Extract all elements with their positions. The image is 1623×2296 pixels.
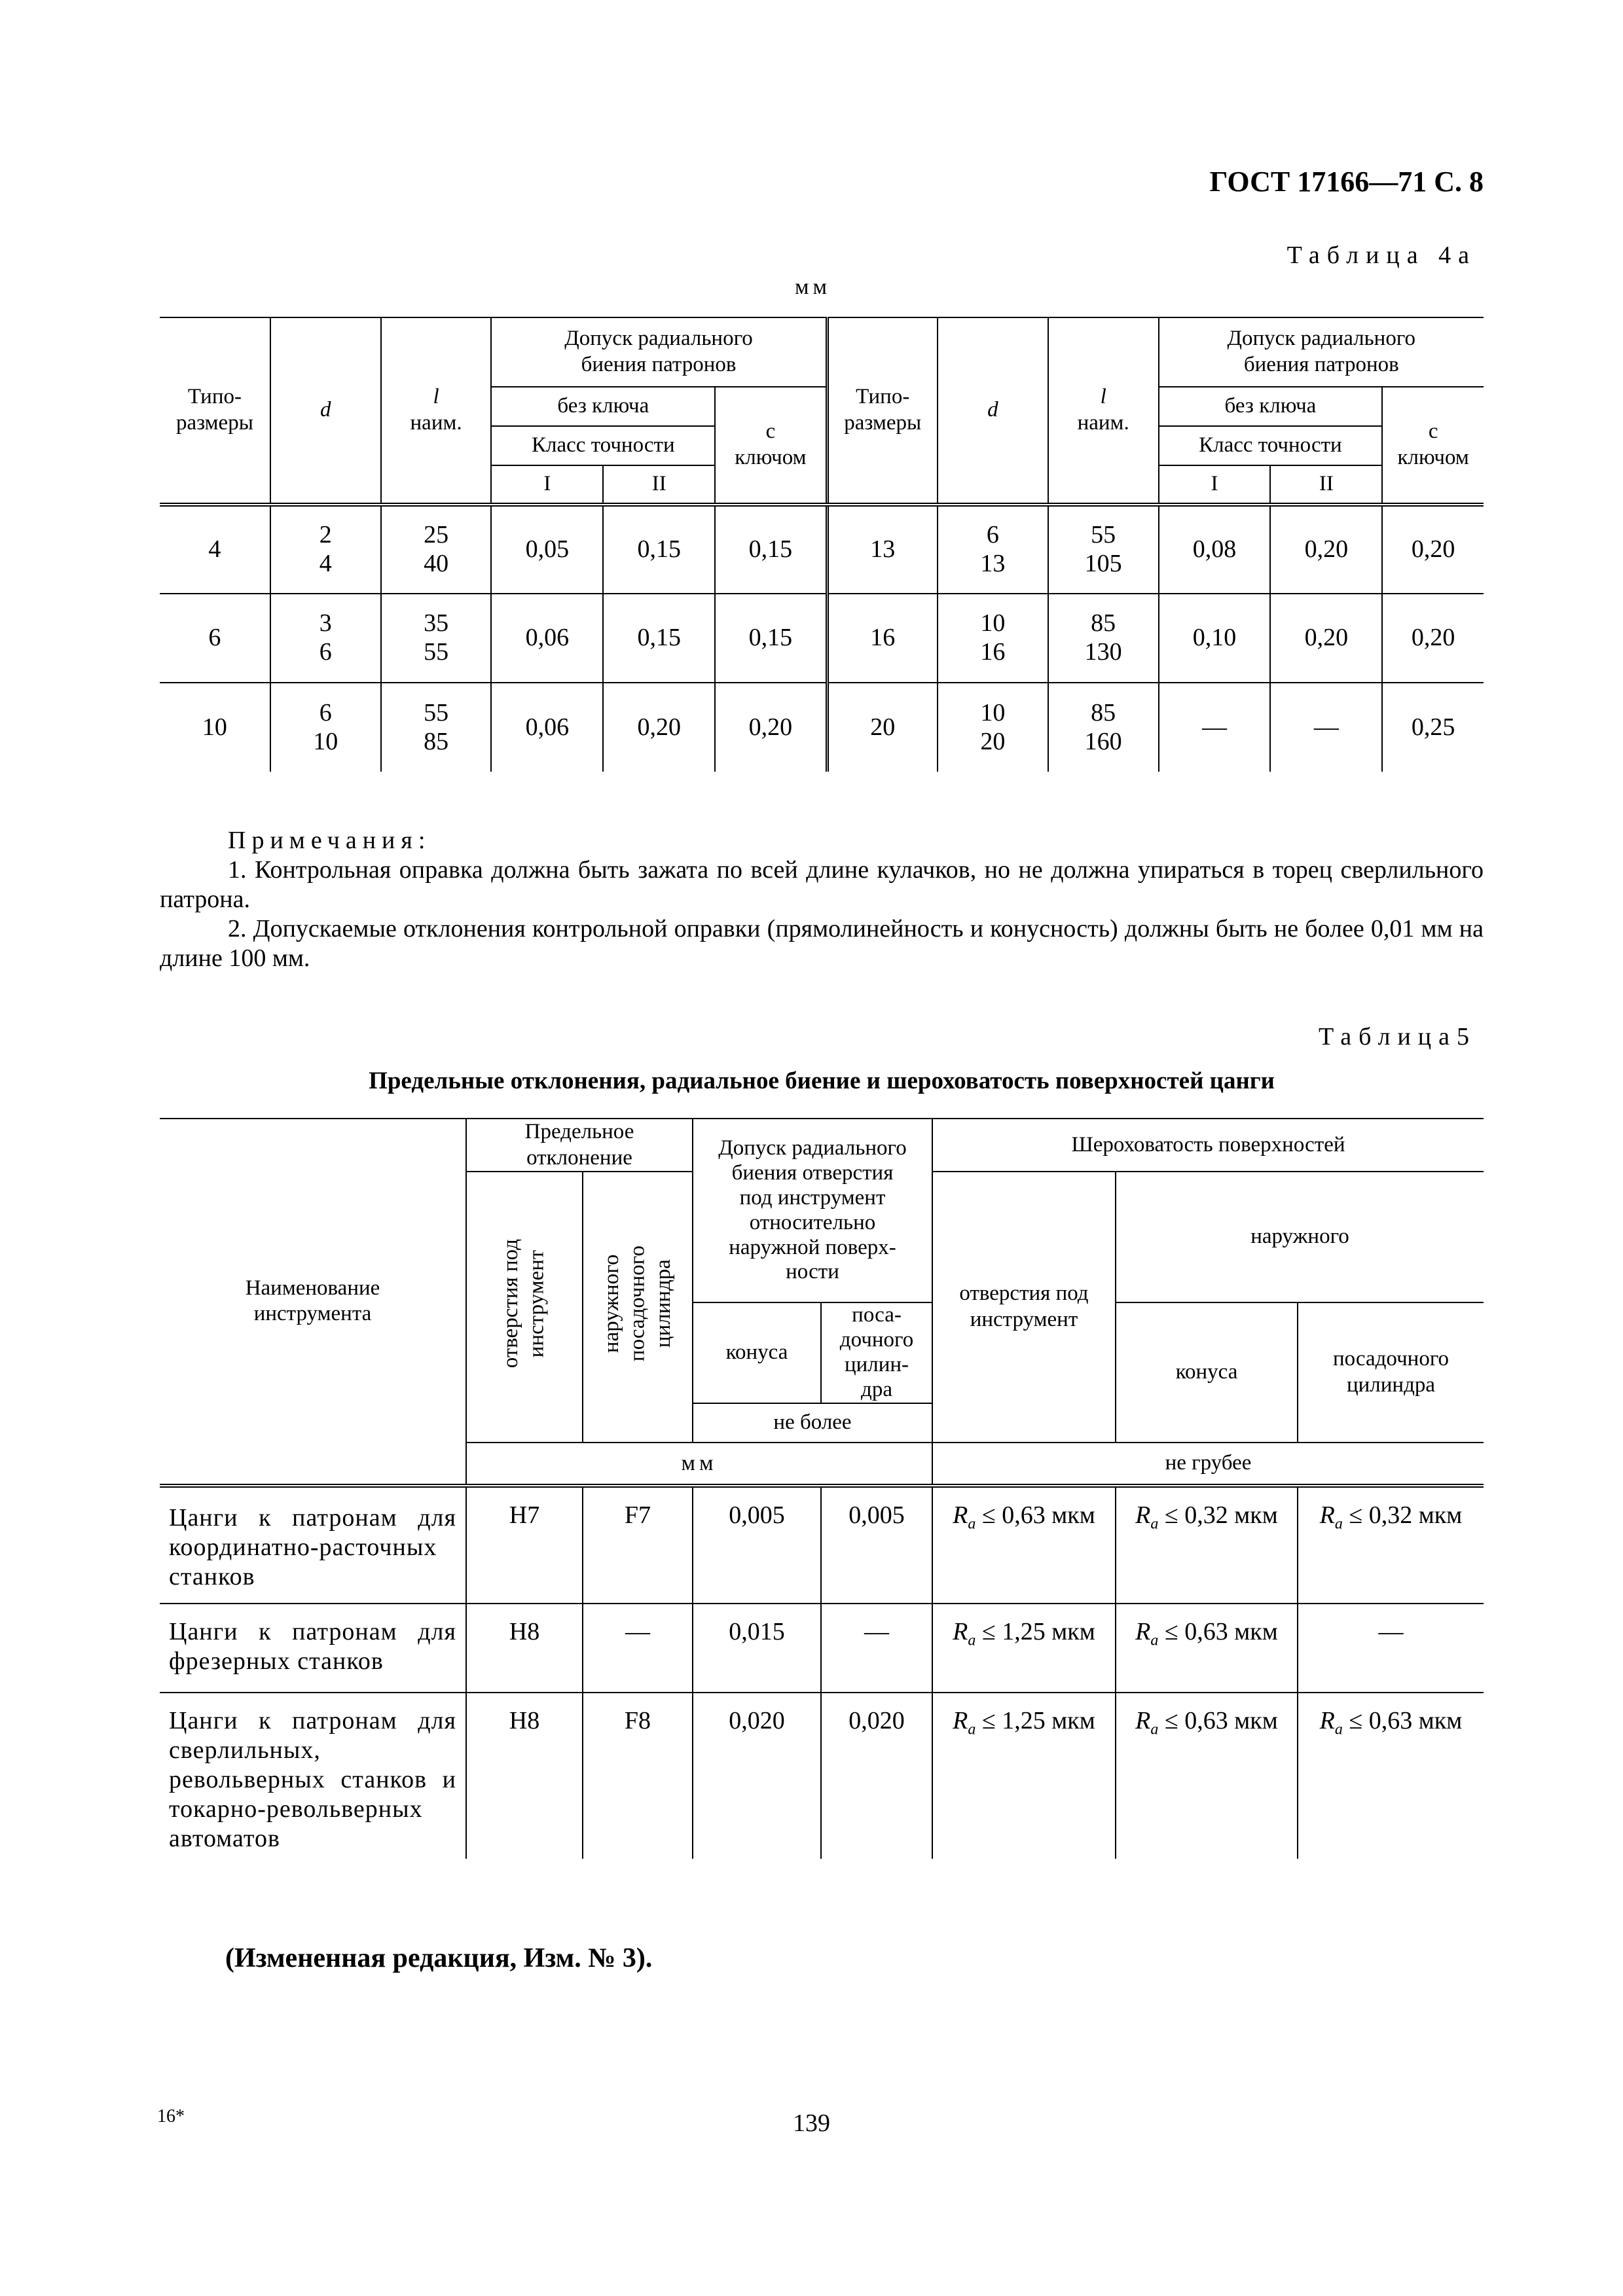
- t4-cell: 20: [827, 683, 938, 772]
- ra-value: $R_a \le 0,63$ мкм: [953, 1501, 1095, 1533]
- ra-value: $R_a \le 0,63$ мкм: [1135, 1706, 1278, 1738]
- document-reference: ГОСТ 17166—71 С. 8: [1209, 166, 1484, 198]
- t4-row: [160, 683, 1484, 772]
- t5-cell: [1116, 1604, 1298, 1693]
- t4-l-sub-2: наим.: [1077, 411, 1129, 435]
- t5-header-cyl: наружного посадочного цилиндра: [599, 1246, 675, 1362]
- t4-header-tolerance: Допуск радиального биения патронов: [491, 317, 827, 387]
- t4-l-symbol-2: l: [1100, 385, 1106, 409]
- t5-header-name: Наименование инструмента: [160, 1119, 466, 1486]
- table5: [160, 1118, 1484, 1859]
- t5-header-hole: отверстия под инструмент: [499, 1239, 549, 1369]
- t4-cell: 0,15: [715, 505, 827, 594]
- t5-header-limit-dev: Предельное отклонение: [466, 1119, 693, 1172]
- t4-cell: 10: [160, 683, 270, 772]
- t5-row: [160, 1604, 1484, 1693]
- note-item: 2. Допускаемые отклонения контрольной оправки (прямолинейность и конусность) должны быть не более 0,01 мм на длине 100 мм.: [160, 915, 1484, 972]
- t5-header-rough-cone: конуса: [1116, 1302, 1298, 1443]
- t4-cell: 0,20: [1382, 505, 1484, 594]
- t5-cell: —: [583, 1604, 693, 1693]
- t4-cell: 55 105: [1048, 505, 1159, 594]
- t4-header-class-1-b: I: [1159, 465, 1271, 505]
- t4-cell: 0,05: [491, 505, 603, 594]
- t4-cell: 13: [827, 505, 938, 594]
- t4-cell: 6 13: [938, 505, 1048, 594]
- t5-header-not-rougher: не грубее: [932, 1443, 1484, 1486]
- t4-header-l-2: [1048, 317, 1159, 505]
- table4a: [160, 317, 1484, 772]
- t4-header-d-2: d: [938, 317, 1048, 505]
- ra-value: $R_a \le 0,32$ мкм: [1319, 1501, 1463, 1533]
- ra-value: $R_a \le 0,32$ мкм: [1135, 1501, 1278, 1533]
- t5-cell: F7: [583, 1486, 693, 1604]
- t5-header-rough-cyl: посадочного цилиндра: [1298, 1302, 1484, 1443]
- t5-header-rough-hole: отверстия под инструмент: [932, 1172, 1116, 1443]
- t4-header-accuracy-class-2: Класс точности: [1159, 426, 1383, 465]
- t4-cell: 35 55: [381, 594, 492, 683]
- t4-row: [160, 505, 1484, 594]
- t4-cell: 10 16: [938, 594, 1048, 683]
- t4-cell: 0,20: [1270, 594, 1382, 683]
- sheet-signature: 16*: [157, 2106, 185, 2126]
- t4-cell: 25 40: [381, 505, 492, 594]
- t4-cell: 6: [160, 594, 270, 683]
- t4-cell: 10 20: [938, 683, 1048, 772]
- t5-cell: F8: [583, 1693, 693, 1859]
- t5-header-outer: наружного: [1116, 1172, 1484, 1302]
- t5-cell: [1298, 1486, 1484, 1604]
- ra-value: $R_a \le 1,25$ мкм: [953, 1617, 1095, 1649]
- t5-cell: 0,015: [693, 1604, 821, 1693]
- t4-cell: 0,15: [603, 505, 715, 594]
- t4-cell: 2 4: [270, 505, 381, 594]
- t4-cell: 0,20: [603, 683, 715, 772]
- t4-cell: 0,15: [715, 594, 827, 683]
- t4-row: [160, 594, 1484, 683]
- t5-cell: 0,005: [693, 1486, 821, 1604]
- t4-header-tolerance-2: Допуск радиального биения патронов: [1159, 317, 1484, 387]
- t5-cell: [932, 1693, 1116, 1859]
- t4-header-class-1: I: [491, 465, 603, 505]
- t5-header-mm: [466, 1443, 932, 1486]
- t4-header-l: [381, 317, 492, 505]
- t4-header-class-2-b: II: [1270, 465, 1382, 505]
- table5-caption: Таблица5: [1318, 1023, 1476, 1050]
- table5-title: Предельные отклонения, радиальное биение и шероховатость поверхностей цанги: [369, 1067, 1275, 1094]
- t4-header-accuracy-class: Класс точности: [491, 426, 715, 465]
- t5-cell: H7: [466, 1486, 583, 1604]
- t4-cell: 16: [827, 594, 938, 683]
- t4-cell: 4: [160, 505, 270, 594]
- t4-header-without-key-2: без ключа: [1159, 387, 1383, 426]
- t5-cell: [1116, 1693, 1298, 1859]
- t4-cell: 6 10: [270, 683, 381, 772]
- t4-header-without-key: без ключа: [491, 387, 715, 426]
- t5-row-name: Цанги к патронам для координатно-расточных станков: [160, 1486, 466, 1604]
- t4-cell: 55 85: [381, 683, 492, 772]
- page-number: 139: [793, 2109, 830, 2137]
- t4-l-symbol: l: [433, 385, 439, 409]
- t4-cell: 0,15: [603, 594, 715, 683]
- t4-cell: 0,06: [491, 594, 603, 683]
- changed-edition-note: (Измененная редакция, Изм. № 3).: [225, 1943, 653, 1973]
- t5-cell: H8: [466, 1604, 583, 1693]
- t5-cell: —: [821, 1604, 932, 1693]
- t4-cell: 3 6: [270, 594, 381, 683]
- t4-header-class-2: II: [603, 465, 715, 505]
- t4-cell: 0,10: [1159, 594, 1271, 683]
- t5-cell: —: [1298, 1604, 1484, 1693]
- t5-header-hole-cell: [466, 1172, 583, 1443]
- t4-cell: 85 160: [1048, 683, 1159, 772]
- t5-header-not-more: не более: [693, 1403, 932, 1443]
- t5-row: [160, 1693, 1484, 1859]
- t4-header-size-2: Типо- размеры: [827, 317, 938, 505]
- t5-cell: H8: [466, 1693, 583, 1859]
- t4-cell: 0,08: [1159, 505, 1271, 594]
- note-item: 1. Контрольная оправка должна быть зажата по всей длине кулачков, но не должна упираться в торец сверлильного патрона.: [160, 856, 1484, 913]
- t5-cell: [1116, 1486, 1298, 1604]
- t5-header-cyl-cell: [583, 1172, 693, 1443]
- t4-header-size: Типо- размеры: [160, 317, 270, 505]
- ra-value: $R_a \le 1,25$ мкм: [953, 1706, 1095, 1738]
- notes-title: Примечания:: [228, 827, 431, 854]
- t5-cell: 0,020: [821, 1693, 932, 1859]
- ra-value: $R_a \le 0,63$ мкм: [1319, 1706, 1463, 1738]
- t4-cell: 0,06: [491, 683, 603, 772]
- t5-cell: [932, 1486, 1116, 1604]
- t5-cell: 0,020: [693, 1693, 821, 1859]
- t4-l-sub: наим.: [410, 411, 462, 435]
- table4a-units: мм: [795, 275, 831, 299]
- t4-cell: 0,20: [1270, 505, 1382, 594]
- ra-value: $R_a \le 0,63$ мкм: [1135, 1617, 1278, 1649]
- t5-row-name: Цанги к патронам для сверлильных, револьверных станков и токарно-револьверных автоматов: [160, 1693, 466, 1859]
- t5-cell: [1298, 1693, 1484, 1859]
- t5-header-runout: Допуск радиального биения отверстия под инструмент относительно наружной поверх- ности: [693, 1119, 932, 1302]
- t4-cell: 0,20: [715, 683, 827, 772]
- table4a-caption: Таблица 4а: [1286, 242, 1476, 269]
- notes: [160, 826, 1484, 973]
- t4-header-d: d: [270, 317, 381, 505]
- t5-cell: [932, 1604, 1116, 1693]
- t5-row: [160, 1486, 1484, 1604]
- t4-cell: —: [1270, 683, 1382, 772]
- t5-cell: 0,005: [821, 1486, 932, 1604]
- t4-cell: 85 130: [1048, 594, 1159, 683]
- t5-header-seat-cyl: поса- дочного цилин- дра: [821, 1302, 932, 1403]
- t5-row-name: Цанги к патронам для фрезерных станков: [160, 1604, 466, 1693]
- t4-cell: —: [1159, 683, 1271, 772]
- t4-cell: 0,25: [1382, 683, 1484, 772]
- t5-header-cone: конуса: [693, 1302, 821, 1403]
- t4-header-with-key: с ключом: [715, 387, 827, 505]
- t5-mm-label: мм: [681, 1450, 718, 1475]
- t4-cell: 0,20: [1382, 594, 1484, 683]
- t5-header-roughness: Шероховатость поверхностей: [932, 1119, 1484, 1172]
- t4-header-with-key-2: с ключом: [1382, 387, 1484, 505]
